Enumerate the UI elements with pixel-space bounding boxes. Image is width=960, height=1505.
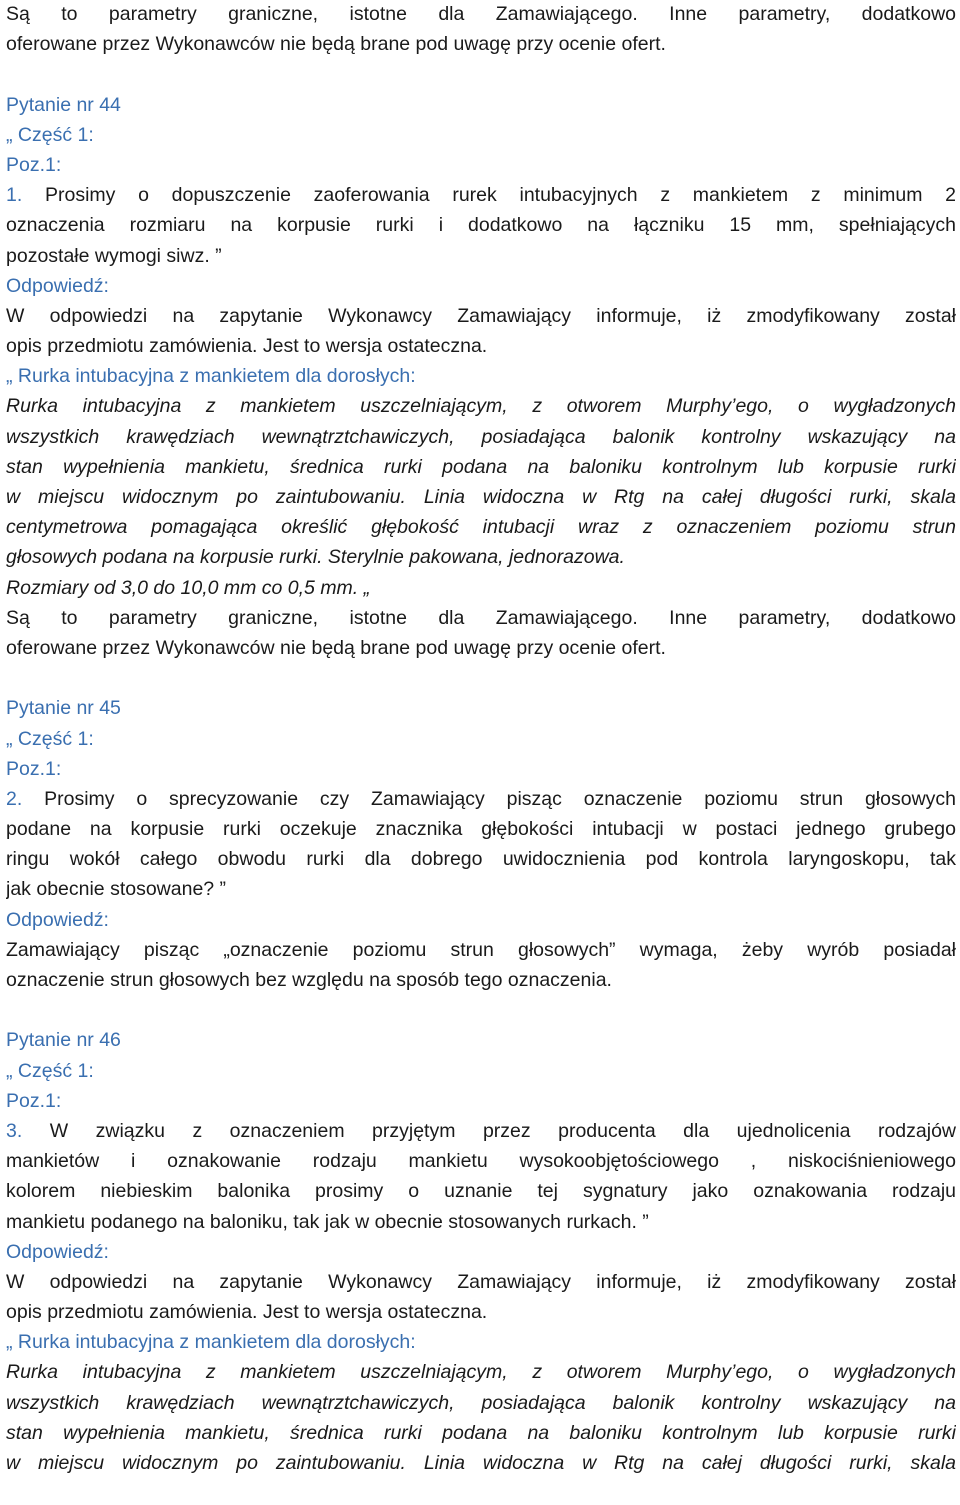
text-line [6,1086,956,1116]
highlighted-text: Pytanie nr 46 [6,1029,121,1052]
italic-text: Rozmiary od 3,0 do 10,0 mm co 0,5 mm. „ [6,576,371,599]
body-text: ringu wokół całego obwodu rurki dla dobrego uwidocznienia pod kontrola laryngoskopu, tak [6,848,956,871]
text-line [6,241,956,271]
text-line [6,603,956,633]
body-text: oferowane przez Wykonawców nie będą brane pod uwagę przy ocenie ofert. [6,33,666,56]
highlighted-text: 3. [6,1119,50,1142]
document-page [6,0,956,1478]
body-text: W odpowiedzi na zapytanie Wykonawcy Zamawiający informuje, iż zmodyfikowany został [6,1270,956,1293]
highlighted-text: Odpowiedź: [6,1240,109,1263]
body-text: Są to parametry graniczne, istotne dla Zamawiającego. Inne parametry, dodatkowo [6,3,956,25]
text-line [6,633,956,663]
text-line [6,1237,956,1267]
body-text: Są to parametry graniczne, istotne dla Zamawiającego. Inne parametry, dodatkowo [6,606,956,629]
body-text: mankietu podanego na baloniku, tak jak w obecnie stosowanych rurkach. ” [6,1210,649,1233]
italic-text: stan wypełnienia mankietu, średnica rurki podana na baloniku kontrolnym lub korpusie rurki [6,1421,956,1444]
text-line [6,754,956,784]
text-line [6,573,956,603]
text-line [6,1176,956,1206]
italic-text: wszystkich krawędziach wewnątrztchawiczych, posiadająca balonik kontrolny wskazujący na [6,1391,956,1414]
text-line [6,482,956,512]
text-line [6,120,956,150]
body-text: mankietów i oznakowanie rodzaju mankietu wysokoobjętościowego , niskociśnieniowego [6,1150,956,1173]
text-line [6,452,956,482]
body-text: Prosimy o sprecyzowanie czy Zamawiający pisząc oznaczenie poziomu strun głosowych [44,787,956,810]
body-text: oferowane przez Wykonawców nie będą brane pod uwagę przy ocenie ofert. [6,636,666,659]
text-line [6,844,956,874]
highlighted-text: Poz.1: [6,153,62,176]
italic-text: głosowych podana na korpusie rurki. Sterylnie pakowana, jednorazowa. [6,546,625,569]
text-line [6,1267,956,1297]
italic-text: centymetrowa pomagająca określić głębokość intubacji wraz z oznaczeniem poziomu strun [6,516,956,539]
blank-line [6,995,956,1025]
highlighted-text: 1. [6,184,45,207]
highlighted-text: 2. [6,787,45,810]
italic-text: w miejscu widocznym po zaintubowaniu. Linia widoczna w Rtg na całej długości rurki, skala [6,486,956,508]
text-line [6,693,956,723]
body-text: Prosimy o dopuszczenie zaoferowania rurek intubacyjnych z mankietem z minimum 2 [44,184,956,207]
italic-text: wszystkich krawędziach wewnątrztchawiczych, posiadająca balonik kontrolny wskazujący na [6,425,956,448]
text-line [6,1146,956,1176]
body-text: opis przedmiotu zamówienia. Jest to wersja ostateczna. [6,335,488,358]
body-text: opis przedmiotu zamówienia. Jest to wersja ostateczna. [6,1301,488,1324]
text-line [6,391,956,421]
text-line [6,0,956,29]
text-line [6,210,956,240]
body-text: oznaczenia rozmiaru na korpusie rurki i dodatkowo na łączniku 15 mm, spełniających [6,214,956,237]
text-line [6,271,956,301]
body-text: Zamawiający pisząc „oznaczenie poziomu strun głosowych” wymaga, żeby wyrób posiadał [6,938,956,961]
body-text: W związku z oznaczeniem przyjętym przez producenta dla ujednolicenia rodzajów [49,1119,956,1142]
text-line [6,361,956,391]
text-line [6,724,956,754]
text-line [6,814,956,844]
text-line [6,1357,956,1387]
body-text: pozostałe wymogi siwz. ” [6,244,222,267]
text-line [6,180,956,210]
text-line [6,1327,956,1357]
italic-text: Rurka intubacyjna z mankietem uszczelniającym, z otworem Murphy’ego, o wygładzonych [6,395,956,418]
text-line [6,29,956,59]
text-line [6,542,956,572]
blank-line [6,59,956,89]
text-line [6,1418,956,1448]
highlighted-text: Odpowiedź: [6,908,109,931]
highlighted-text: „ Rurka intubacyjna z mankietem dla dorosłych: [6,365,416,388]
text-line [6,1448,956,1478]
text-line [6,1207,956,1237]
highlighted-text: „ Część 1: [6,727,94,750]
text-line [6,965,956,995]
highlighted-text: „ Część 1: [6,123,94,146]
text-line [6,1297,956,1327]
body-text: jak obecnie stosowane? ” [6,878,227,901]
text-line [6,90,956,120]
text-line [6,512,956,542]
highlighted-text: Odpowiedź: [6,274,109,297]
highlighted-text: Poz.1: [6,757,62,780]
text-line [6,905,956,935]
italic-text: Rurka intubacyjna z mankietem uszczelniającym, z otworem Murphy’ego, o wygładzonych [6,1361,956,1384]
text-line [6,301,956,331]
italic-text: w miejscu widocznym po zaintubowaniu. Linia widoczna w Rtg na całej długości rurki, skala [6,1452,956,1474]
body-text: podane na korpusie rurki oczekuje znacznika głębokości intubacji w postaci jednego grubego [6,818,956,841]
blank-line [6,663,956,693]
text-line [6,1388,956,1418]
highlighted-text: Poz.1: [6,1089,62,1112]
text-line [6,422,956,452]
text-line [6,150,956,180]
text-line [6,935,956,965]
text-line [6,874,956,904]
highlighted-text: Pytanie nr 44 [6,93,121,116]
highlighted-text: „ Część 1: [6,1059,94,1082]
body-text: kolorem niebieskim balonika prosimy o uznanie tej sygnatury jako oznakowania rodzaju [6,1180,956,1203]
text-line [6,1056,956,1086]
text-line [6,784,956,814]
italic-text: stan wypełnienia mankietu, średnica rurki podana na baloniku kontrolnym lub korpusie rurki [6,455,956,478]
text-line [6,1025,956,1055]
highlighted-text: Pytanie nr 45 [6,697,121,720]
text-line [6,1116,956,1146]
text-line [6,331,956,361]
highlighted-text: „ Rurka intubacyjna z mankietem dla dorosłych: [6,1331,416,1354]
body-text: oznaczenie strun głosowych bez względu na sposób tego oznaczenia. [6,969,612,991]
body-text: W odpowiedzi na zapytanie Wykonawcy Zamawiający informuje, iż zmodyfikowany został [6,304,956,327]
